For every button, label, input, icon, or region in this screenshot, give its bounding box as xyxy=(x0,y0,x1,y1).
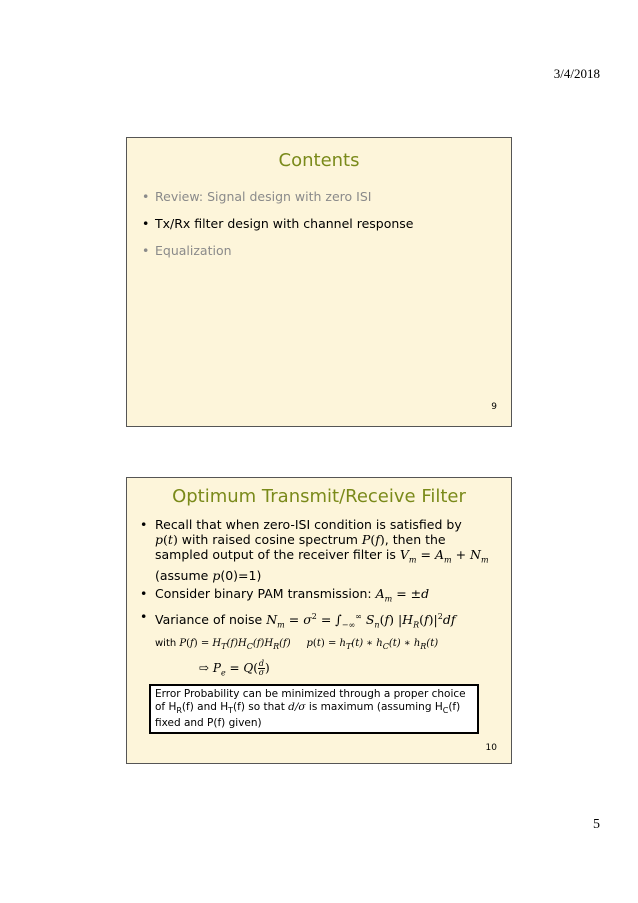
bullet-item: • Review: Signal design with zero ISI xyxy=(142,189,511,204)
header-date: 3/4/2018 xyxy=(553,66,600,81)
bullet-text: sampled output of the receiver filter is xyxy=(155,547,400,562)
bullet-text: Consider binary PAM transmission: xyxy=(155,585,376,601)
arrow-icon: ⇨ xyxy=(199,660,210,675)
with-label: with xyxy=(155,637,177,649)
math-expr: $V_m$ xyxy=(399,547,417,565)
bullet-list xyxy=(140,517,503,633)
slide-optimum-filter xyxy=(126,477,512,764)
slide-number: 10 xyxy=(485,743,497,753)
bullet-text: (assume xyxy=(155,567,213,583)
math-expr: $A_m$ xyxy=(375,585,393,603)
math-expr: P xyxy=(361,532,371,547)
bullet-text: Variance of noise xyxy=(155,612,267,628)
bullet-item: • Tx/Rx filter design with channel response xyxy=(142,216,511,231)
bullet-item: • Variance of noise $N_m = \sigma^2 = \int_{-\infty}^\infty$ $S_n(f)$ $|H_R(f)|^2df$ xyxy=(140,609,503,633)
bullet-text: (0)=1) xyxy=(220,567,262,583)
slide-title: Contents xyxy=(278,150,360,171)
slide-title: Optimum Transmit/Receive Filter xyxy=(172,486,466,507)
bullet-item: • Recall that when zero-ISI condition is satisfied by p(t) with raised cosine spectrum P(f), then the sampled output of the receiver filter is $V_m = A_m + N_m$ (assume p(0)=1) xyxy=(140,517,503,583)
math-expr: $N_m$ xyxy=(266,612,285,630)
bullet-text: with raised cosine spectrum xyxy=(177,532,362,547)
slide-contents xyxy=(126,137,512,427)
bullet-text: Recall that when zero-ISI condition is satisfied by xyxy=(155,517,462,532)
fraction: $\frac{d}{\sigma}$ xyxy=(258,658,265,677)
bullet-item: • Equalization xyxy=(142,243,511,258)
bullet-list xyxy=(142,189,511,258)
slide-number: 9 xyxy=(491,402,497,412)
filter-relations: with $P(f) = H_T(f)H_C(f)H_R(f)$ $p(t) = h_T(t)$ ∗ $h_C(t)$ ∗ $h_R(t)$ xyxy=(155,637,439,651)
bullet-text: , then the xyxy=(384,532,446,547)
bullet-item: • Consider binary PAM transmission: $A_m = \pm d$ xyxy=(140,586,503,607)
error-probability-formula: ⇨ $P_e = Q$( $\frac{d}{\sigma}$ ) xyxy=(199,658,270,678)
page-number: 5 xyxy=(593,817,600,832)
callout-box: Error Probability can be minimized through a proper choice of $H_R(f)$ and $H_T(f)$ so that d/σ is maximum (assuming $H_C(f)$ fixed and P(f) given) xyxy=(149,684,479,734)
math-expr: p xyxy=(155,532,164,547)
